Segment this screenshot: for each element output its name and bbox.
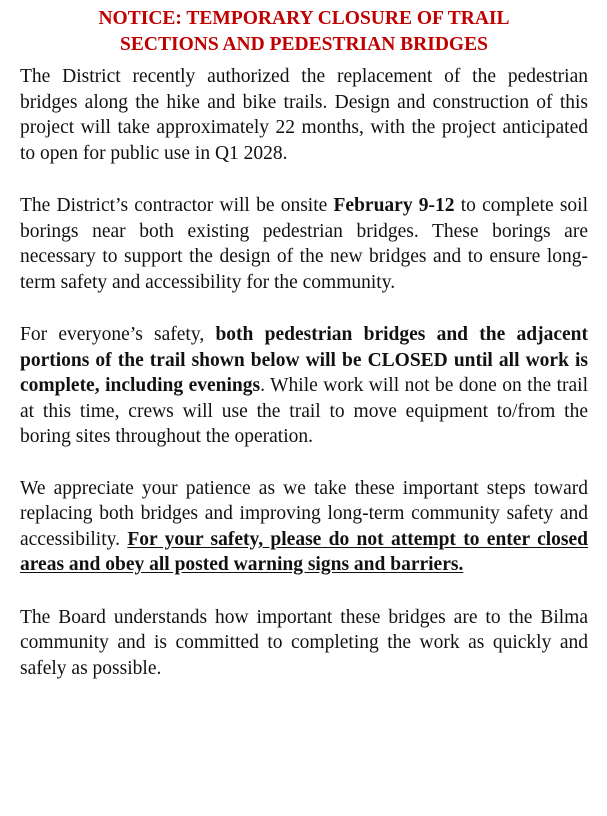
soil-borings-details: to complete soil borings near both existing pedestrian bridges. These borings are necessary to support the design of the new bridges and to ensure long-term safety and accessibility for the community. xyxy=(20,195,589,293)
paragraph-board-commitment xyxy=(20,605,588,682)
notice-title-line-2: SECTIONS AND PEDESTRIAN BRIDGES xyxy=(120,34,488,55)
closure-details: . While work will not be done on the trail at this time, crews will use the trail to move equipment to/from the boring sites throughout the operation. xyxy=(20,375,588,447)
notice-document xyxy=(20,6,588,681)
notice-title xyxy=(20,6,588,58)
paragraph-soil-borings xyxy=(20,193,588,295)
notice-title-line-1: NOTICE: TEMPORARY CLOSURE OF TRAIL xyxy=(98,8,510,29)
soil-borings-dates: February 9-12 xyxy=(333,195,455,216)
paragraph-safety-warning xyxy=(20,476,588,578)
paragraph-project-overview xyxy=(20,64,588,166)
paragraph-project-overview-text: The District recently authorized the replacement of the pedestrian bridges along the hike and bike trails. Design and construction of this project will take approximately 22 months, with the project anticipated to open for public use in Q1 2028. xyxy=(20,66,588,164)
safety-appreciation: We appreciate your patience as we take these important steps toward replacing both bridges and improving long-term community safety and accessibility. xyxy=(20,477,588,550)
soil-borings-intro: The District’s contractor will be onsite xyxy=(20,195,334,216)
board-commitment-text: The Board understands how important these bridges are to the Bilma community and is committed to completing the work as quickly and safely as possible. xyxy=(20,606,588,679)
safety-warning-text: For your safety, please do not attempt to enter closed areas and obey all posted warning signs and barriers. xyxy=(20,528,588,575)
paragraph-closure xyxy=(20,322,588,450)
closure-statement: both pedestrian bridges and the adjacent portions of the trail shown below will be CLOSED until all work is complete, including evenings xyxy=(20,324,588,396)
closure-intro: For everyone’s safety, xyxy=(20,324,216,345)
